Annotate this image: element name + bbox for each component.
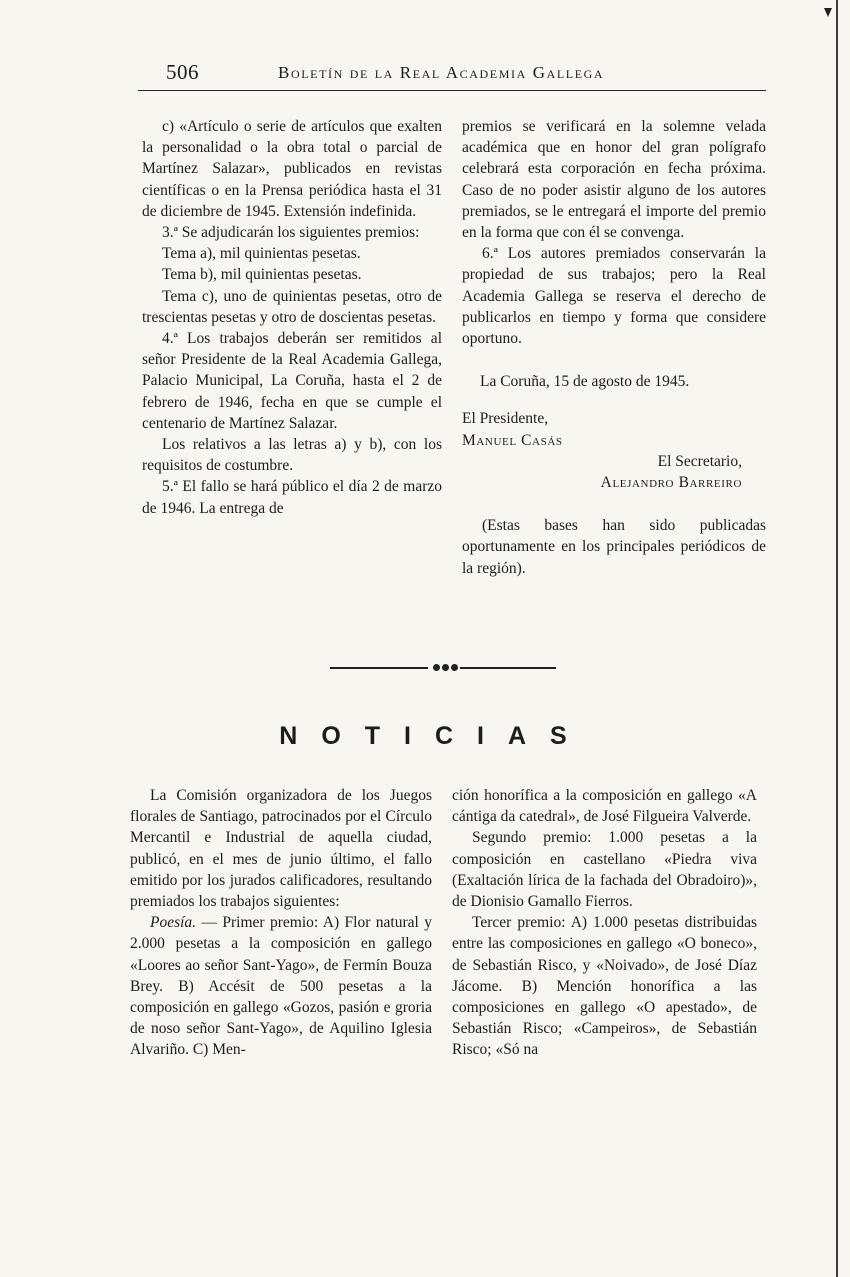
- poesia-paragraph: [130, 912, 432, 1060]
- divider-dot: [451, 664, 458, 671]
- divider-dot: [433, 664, 440, 671]
- bases-paragraph: Tema b), mil quinientas pesetas.: [162, 266, 362, 284]
- bases-paragraph: premios se verificará en la solemne velada académica que en honor del gran polígrafo celebrará esta corporación en fecha próxima. Caso de no poder asistir alguno de los autores premiados, se le entregará el importe del premio en la forma que con él se convenga.: [462, 118, 766, 242]
- bases-right-column: [462, 116, 766, 579]
- date-line: La Coruña, 15 de agosto de 1945.: [480, 373, 690, 391]
- page-edge-line: [836, 0, 838, 1277]
- bases-paragraph: 3.ª Se adjudicarán los siguientes premios:: [162, 224, 420, 242]
- divider-line-left: [330, 667, 428, 669]
- president-name: Manuel Casás: [462, 431, 563, 449]
- noticias-left-column: [130, 785, 432, 1061]
- secretary-title: El Secretario,: [657, 452, 742, 470]
- noticias-paragraph: Tercer premio: A) 1.000 pesetas distribuidas entre las composiciones en gallego «O boneco», de Sebastián Risco, y «Noivado», de José Díaz Jácome. B) Mención honorífica a las composiciones en gallego «O apestado», de Sebastián Risco; «Campeiros», de Sebastián Risco; «Só na: [452, 914, 757, 1059]
- poesia-text: — Primer premio: A) Flor natural y 2.000 pesetas a la composición en gallego «Loores ao señor Sant-Yago», de Fermín Bouza Brey. B) Accésit de 500 pesetas a la composición en gallego «Gozos, pasión e groria de noso señor Sant-Yago», de Aquilino Iglesia Alvariño. C) Men-: [130, 914, 432, 1059]
- publication-note: (Estas bases han sido publicadas oportunamente en los principales periódicos de la región).: [462, 517, 766, 577]
- bases-left-column: [142, 116, 442, 519]
- noticias-right-column: [452, 785, 757, 1061]
- bases-paragraph: Los relativos a las letras a) y b), con los requisitos de costumbre.: [142, 436, 442, 475]
- bases-paragraph: 4.ª Los trabajos deberán ser remitidos al señor Presidente de la Real Academia Gallega, Palacio Municipal, La Coruña, hasta el 2 de febrero de 1946, fecha en que se cumple el centenario de Martínez Salazar.: [142, 330, 442, 432]
- page-header: [138, 58, 766, 91]
- bases-paragraph: 5.ª El fallo se hará público el día 2 de marzo de 1946. La entrega de: [142, 478, 442, 517]
- bases-paragraph: c) «Artículo o serie de artículos que exalten la personalidad o la obra total o parcial de Martínez Salazar», publicados en revistas científicas o en la Prensa periódica hasta el 31 de diciembre de 1945. Extensión indefinida.: [142, 118, 442, 220]
- noticias-paragraph: La Comisión organizadora de los Juegos florales de Santiago, patrocinados por el Círculo Mercantil e Industrial de aquella ciudad, publicó, en el mes de junio último, el fallo emitido por los jurados calificadores, resultando premiados los trabajos siguientes:: [130, 787, 432, 911]
- bases-paragraph: Tema c), uno de quinientas pesetas, otro de trescientas pesetas y otro de doscientas pesetas.: [142, 287, 442, 326]
- section-title: NOTICIAS: [279, 722, 591, 750]
- bases-paragraph: Tema a), mil quinientas pesetas.: [162, 245, 361, 263]
- noticias-paragraph: Segundo premio: 1.000 pesetas a la composición en castellano «Piedra viva (Exaltación lírica de la fachada del Obradoiro)», de Dionisio Gamallo Fierros.: [452, 829, 757, 911]
- secretary-name: Alejandro Barreiro: [600, 474, 742, 492]
- section-divider: [330, 661, 556, 675]
- divider-dot: [442, 664, 449, 671]
- noticias-paragraph: ción honorífica a la composición en gallego «A cántiga da catedral», de José Filgueira Valverde.: [452, 787, 757, 826]
- president-title: El Presidente,: [462, 410, 549, 428]
- corner-mark-icon: [824, 8, 832, 17]
- page-number: 506: [166, 60, 199, 84]
- bases-paragraph: 6.ª Los autores premiados conservarán la propiedad de sus trabajos; pero la Real Academia Gallega se reserva el derecho de publicarlos en tiempo y forma que considere oportuno.: [462, 245, 766, 348]
- running-title: Boletín de la Real Academia Gallega: [278, 63, 605, 82]
- poesia-label: Poesía.: [150, 914, 197, 932]
- divider-line-right: [460, 667, 556, 669]
